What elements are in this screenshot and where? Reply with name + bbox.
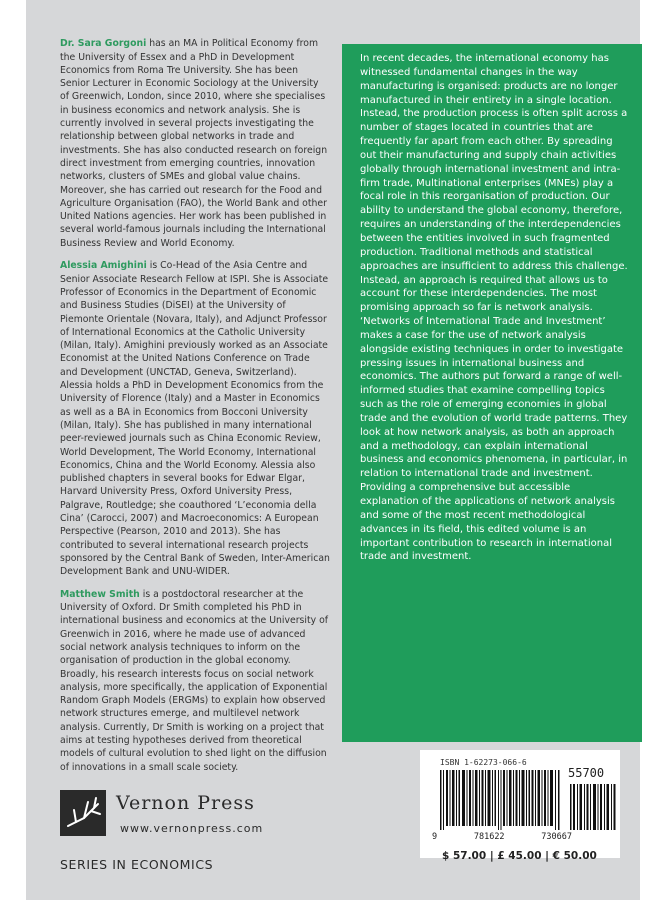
author-bios — [60, 28, 330, 783]
barcode-digit-group: 730667 — [541, 832, 572, 842]
bio-name: Dr. Sara Gorgoni — [60, 38, 147, 50]
bio-name: Alessia Amighini — [60, 260, 147, 272]
bio-gorgoni — [60, 37, 330, 250]
publisher-url: www.vernonpress.com — [120, 822, 264, 835]
barcode-digits — [432, 832, 572, 842]
barcode-icon — [440, 770, 560, 830]
blurb-text: In recent decades, the international economy has witnessed fundamental changes in the way manufacturing is organised: products are no longer manufactured in their entirety in a single location. Instead, the production process is often split across a number of stages located in countries that are frequently far apart from each other. By spreading out their manufacturing and supply chain activities globally through international investment and intra-firm trade, Multinational enterprises (MNEs) play a focal role in this reorganisation of production. Our ability to understand the global economy, therefore, requires an understanding of the interdependencies between the entities involved in such fragmented production. Traditional methods and statistical approaches are insufficient to address this challenge. Instead, an approach is required that allows us to account for these interdependencies. The most promising approach so far is network analysis. ‘Networks of International Trade and Investment’ makes a case for the use of network analysis alongside existing techniques in order to investigate pressing issues in international business and economics. The authors put forward a range of well-informed studies that examine compelling topics such as the role of emerging economies in global trade and the evolution of world trade patterns. They look at how network analysis, as both an approach and a methodology, can explain international business and economics phenomena, in particular, in relation to international trade and investment. Providing a comprehensive but accessible explanation of the applications of network analysis and some of the most recent methodological advances in its field, this edited volume is an important contribution to research in international trade and investment. — [360, 53, 628, 563]
barcode-digit-group: 9 — [432, 832, 438, 842]
series-label: SERIES IN ECONOMICS — [60, 857, 214, 872]
bio-smith — [60, 588, 330, 774]
tree-icon — [60, 790, 106, 836]
price-barcode-icon — [570, 784, 616, 830]
bio-text: is a postdoctoral researcher at the University of Oxford. Dr Smith completed his PhD in international business and economics at the University of Greenwich in 2016, where he made use of advanced social network analysis techniques to inform on the organisation of production in the global economy. Broadly, his research interests focus on social network analysis, more specifically, the application of Exponential Random Graph Models (ERGMs) to explain how observed network structures emerge, and multilevel network analysis. Currently, Dr Smith is working on a project that aims at testing hypotheses derived from theoretical models of cultural evolution to shed light on the diffusion of innovations in a small scale society. — [60, 588, 329, 773]
bio-text: is Co-Head of the Asia Centre and Senior Associate Research Fellow at ISPI. She is Associate Professor of Economics in the Department of Economic and Business Studies (DiSEI) at the University of Piemonte Orientale (Novara, Italy), and Adjunct Professor of International Economics at the Catholic University (Milan, Italy). Amighini previously worked as an Associate Economist at the United Nations Conference on Trade and Development (UNCTAD, Geneva, Switzerland). Alessia holds a PhD in Development Economics from the University of Florence (Italy) and a Master in Economics as well as a BA in Economics from Bocconi University (Milan, Italy). She has published in many international peer-reviewed journals such as China Economic Review, World Development, The World Economy, International Economics, China and the World Economy. Alessia also published chapters in several books for Edwar Elgar, Harvard University Press, Oxford University Press, Palgrave, Routledge; she coauthored ‘L’economia della Cina’ (Carocci, 2007) and Macroeconomics: A European Perspective (Pearson, 2010 and 2013). She has contributed to several international research projects sponsored by the Central Bank of Sweden, Inter-American Development Bank and UNU-WIDER. — [60, 260, 330, 578]
isbn-label: ISBN 1-62273-066-6 — [440, 758, 527, 767]
bio-text: has an MA in Political Economy from the University of Essex and a PhD in Development Economics from Roma Tre University. She has been Senior Lecturer in Economic Sociology at the University of Greenwich, London, since 2010, where she specialises in business economics and network analysis. She is currently involved in several projects investigating the relationship between global networks in trade and investments. She has also conducted research on foreign direct investment from emerging countries, innovation networks, clusters of SMEs and global value chains. Moreover, she has carried out research for the Food and Agriculture Organisation (FAO), the World Bank and other United Nations agencies. Her work has been published in several world-famous journals including the International Business Review and World Economy. — [60, 38, 328, 249]
barcode-digit-group: 781622 — [473, 832, 505, 842]
price-list: $ 57.00 | £ 45.00 | € 50.00 — [442, 850, 597, 862]
bio-name: Matthew Smith — [60, 588, 140, 600]
publisher-name: Vernon Press — [116, 792, 255, 814]
price-code: 55700 — [568, 766, 605, 780]
bio-amighini — [60, 259, 330, 578]
